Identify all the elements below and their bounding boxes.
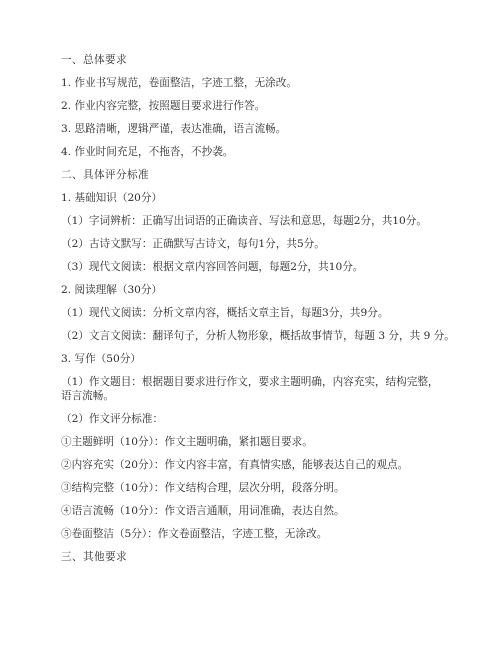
writing-item-1-line-1: （1）作文题目：根据题目要求进行作文，要求主题明确，内容充实，结构完整，	[61, 376, 439, 388]
section-heading-scoring: 二、具体评分标准	[61, 169, 149, 181]
part-heading-writing: 3. 写作（50分）	[61, 353, 141, 365]
writing-criterion-1: ①主题鲜明（10分）：作文主题明确，紧扣题目要求。	[61, 436, 313, 448]
section-heading-overall: 一、总体要求	[61, 54, 127, 66]
writing-criterion-5: ⑤卷面整洁（5分）：作文卷面整洁，字迹工整，无涂改。	[61, 528, 328, 540]
reading-item-1: （1）现代文阅读：分析文章内容，概括文章主旨，每题3分，共9分。	[61, 307, 389, 319]
overall-item-1: 1. 作业书写规范，卷面整洁，字迹工整，无涂改。	[61, 77, 297, 89]
writing-item-2: （2）作文评分标准：	[61, 413, 164, 425]
part-heading-basics: 1. 基础知识（20分）	[61, 192, 163, 204]
basics-item-3: （3）现代文阅读：根据文章内容回答问题，每题2分，共10分。	[61, 261, 364, 273]
reading-item-2: （2）文言文阅读：翻译句子，分析人物形象，概括故事情节，每题 3 分，共 9 分。	[61, 330, 455, 342]
part-heading-reading: 2. 阅读理解（30分）	[61, 284, 163, 296]
section-heading-other: 三、其他要求	[61, 551, 127, 563]
overall-item-2: 2. 作业内容完整，按照题目要求进行作答。	[61, 100, 266, 112]
writing-item-1-line-2: 语言流畅。	[61, 390, 114, 402]
overall-item-4: 4. 作业时间充足，不拖沓，不抄袭。	[61, 146, 234, 158]
writing-criterion-3: ③结构完整（10分）：作文结构合理，层次分明，段落分明。	[61, 482, 345, 494]
basics-item-2: （2）古诗文默写：正确默写古诗文，每句1分，共5分。	[61, 238, 325, 250]
overall-item-3: 3. 思路清晰，逻辑严谨，表达准确，语言流畅。	[61, 123, 287, 135]
writing-criterion-2: ②内容充实（20分）：作文内容丰富，有真情实感，能够表达自己的观点。	[61, 459, 409, 471]
basics-item-1: （1）字词辨析：正确写出词语的正确读音、写法和意思，每题2分，共10分。	[61, 215, 427, 227]
writing-criterion-4: ④语言流畅（10分）：作文语言通顺，用词准确，表达自然。	[61, 505, 345, 517]
